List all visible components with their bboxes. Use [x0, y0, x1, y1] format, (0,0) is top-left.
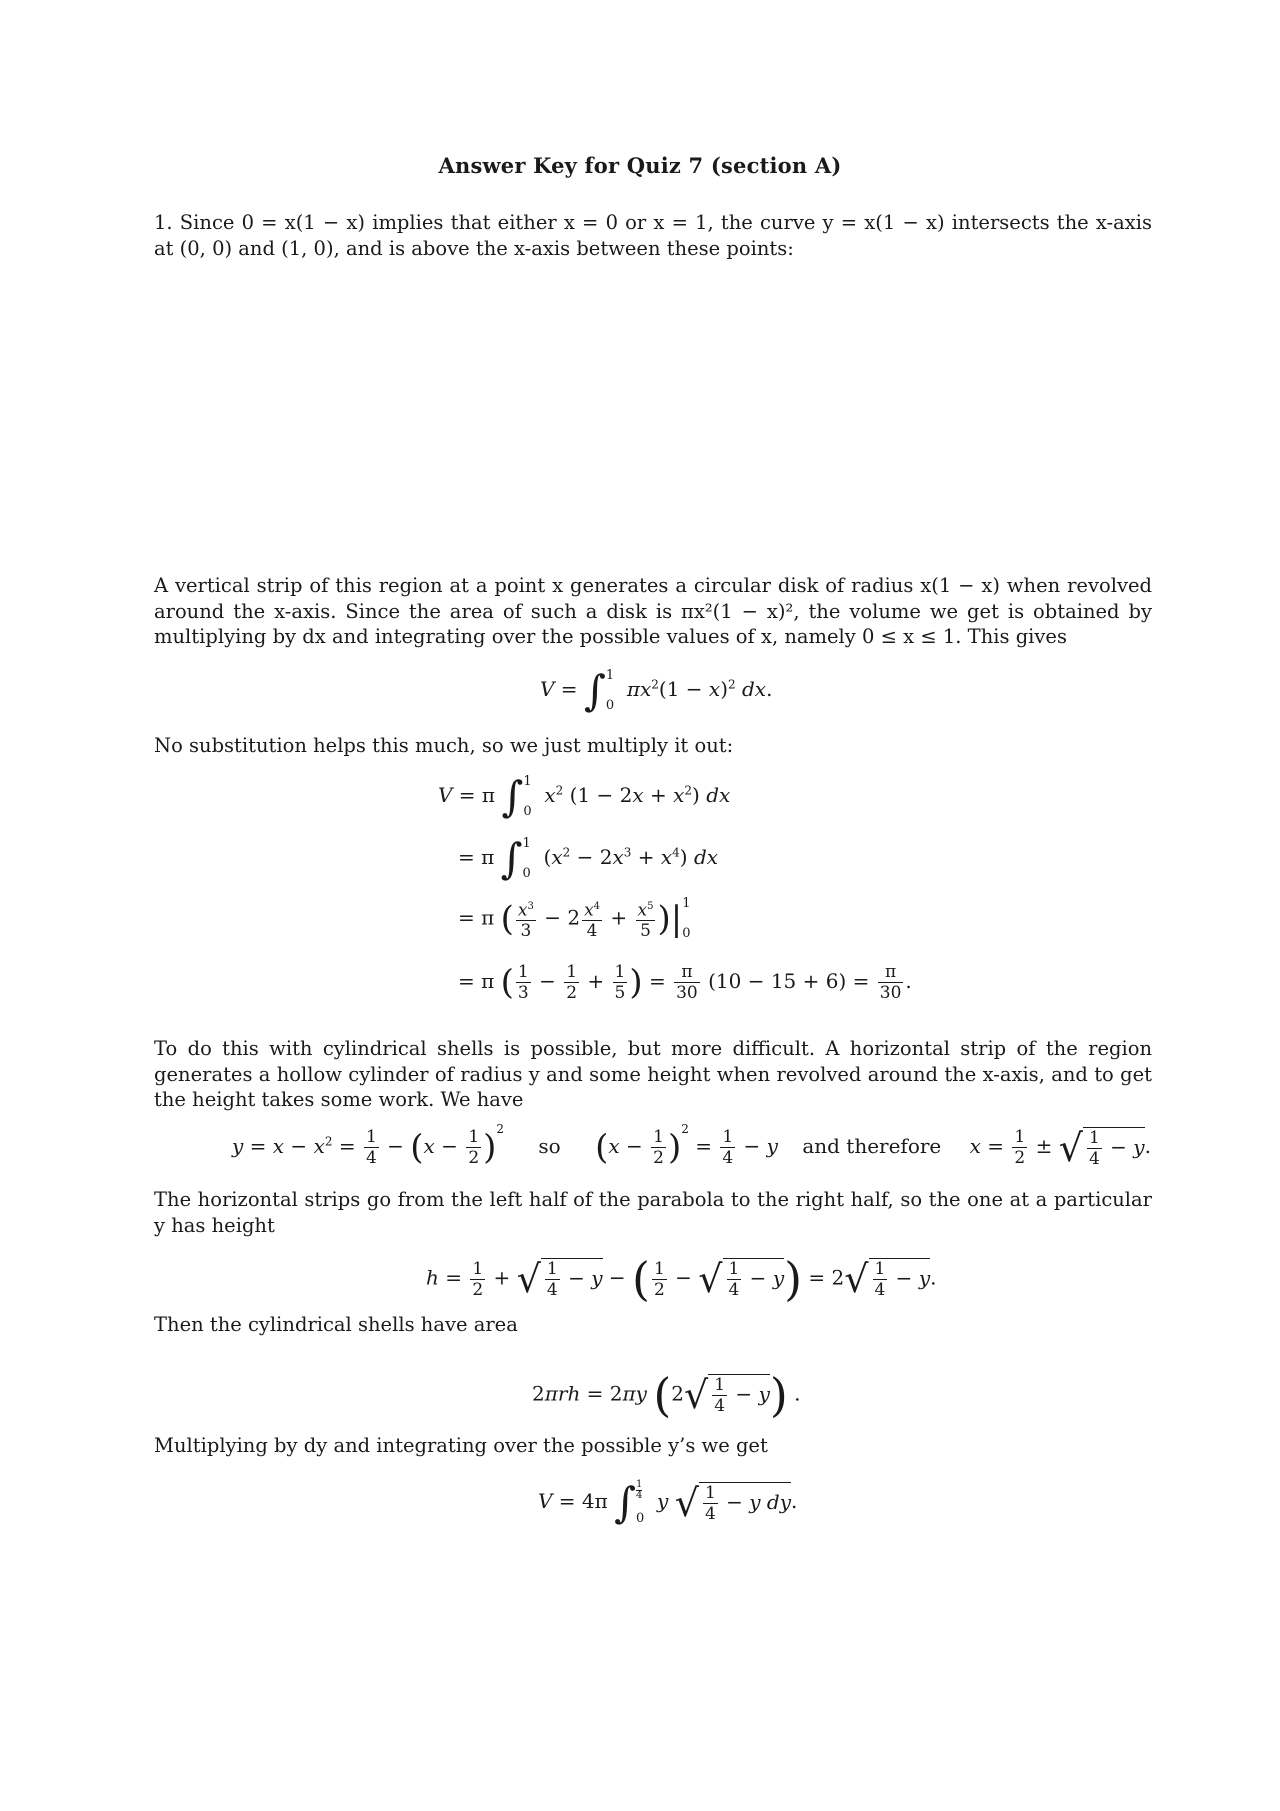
equation-line-4: = π ( $\frac{1}{3}$ − $\frac{1}{2}$ + $\frac{1}{5}$ ) = $\frac{\pi}{30}$ (10 − 15 + 6) = $\frac{\pi}{30}$ .: [458, 962, 912, 1003]
equation-volume-integral: V = ∫ 1 0 $\pi x^2(1 - x)^2$ dx.: [540, 666, 773, 715]
equation-shell-volume: V = 4π ∫ $\frac{1}{4}$ 0 y √ $\frac{1}{4}$ − y dy.: [538, 1478, 798, 1527]
equation-completing-square: $y = x - x^2$ = $\frac{1}{4}$ − (x − $\frac{1}{2}$ )$^2$ so (x − $\frac{1}{2}$ )$^2$ = $\frac{1}{4}$ − y and therefore x = $\frac{1}{2}$ ± √ $\frac{1}{4}$ − y.: [232, 1122, 1151, 1170]
paragraph-shells-intro: To do this with cylindrical shells is possible, but more difficult. A horizontal strip of the region generates a hollow cylinder of radius y and some height when revolved around the x-axis, and to get the height takes some work. We have: [154, 1037, 1152, 1111]
paragraph-intro: 1. Since 0 = x(1 − x) implies that either x = 0 or x = 1, the curve y = x(1 − x) intersects the x-axis at (0, 0) and (1, 0), and is above the x-axis between these points:: [154, 211, 1152, 260]
paragraph-disk-method: A vertical strip of this region at a point x generates a circular disk of radius x(1 − x) when revolved around the x-axis. Since the area of such a disk is πx²(1 − x)², the volume we get is obtained by multiplying by dx and integrating over the possible values of x, namely 0 ≤ x ≤ 1. This gives: [154, 574, 1152, 648]
words-and-therefore: and therefore: [802, 1134, 942, 1158]
paragraph-multiply-out: No substitution helps this much, so we just multiply it out:: [154, 734, 734, 757]
paragraph-shell-area: Then the cylindrical shells have area: [154, 1313, 518, 1336]
equation-shell-area: 2πrh = 2πy (2√ $\frac{1}{4}$ − y) .: [532, 1368, 801, 1422]
paragraph-horizontal-strips: The horizontal strips go from the left half of the parabola to the right half, so the one at a particular y has height: [154, 1188, 1152, 1237]
equation-line-2: = π ∫ 1 0 $(x^2 - 2x^3 + x^4)$ dx: [458, 834, 719, 883]
equation-height: h = $\frac{1}{2}$ + √ $\frac{1}{4}$ − y − ( $\frac{1}{2}$ − √ $\frac{1}{4}$ − y) = 2√ $\frac{1}{4}$ − y.: [426, 1252, 937, 1306]
page-title: Answer Key for Quiz 7 (section A): [438, 153, 842, 178]
paragraph-integrate-dy: Multiplying by dy and integrating over the possible y’s we get: [154, 1434, 768, 1457]
word-so: so: [538, 1134, 561, 1158]
equation-line-1: V = π ∫ 1 0 $x^2$ $(1 - 2x + x^2)$ dx: [438, 772, 731, 821]
equation-line-3: = π ( $\frac{x^3}{3}$ − 2 $\frac{x^4}{4}$ + $\frac{x^5}{5}$ )| 1 0: [458, 896, 691, 942]
